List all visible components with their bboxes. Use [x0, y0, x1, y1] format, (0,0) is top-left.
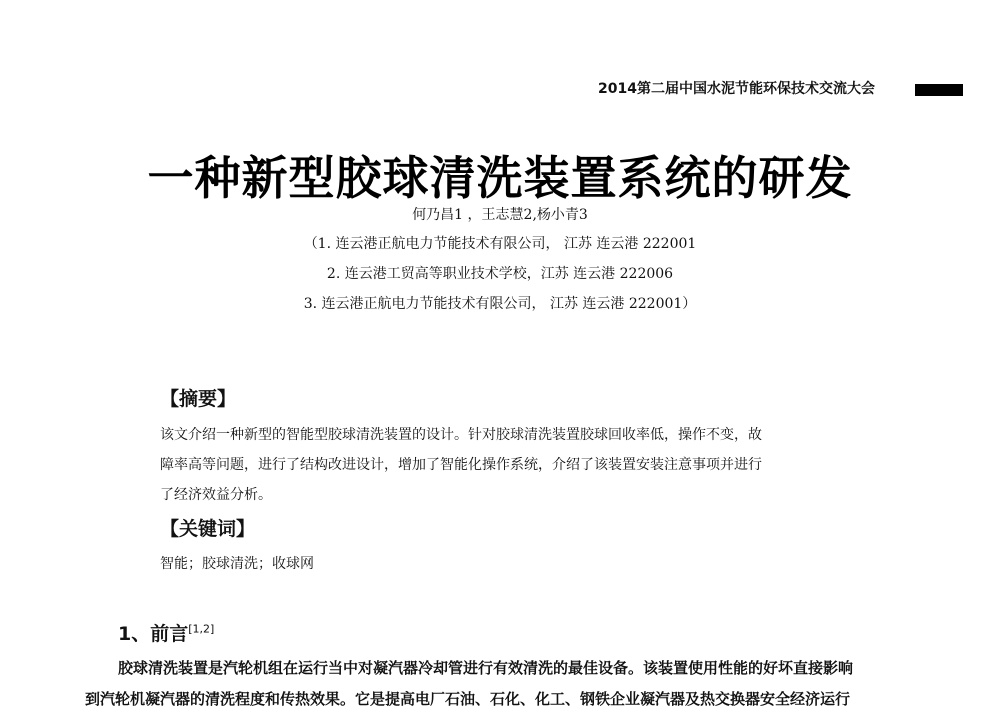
conference-name: 2014第二届中国水泥节能环保技术交流大会: [598, 81, 875, 97]
abstract-heading: 【摘要】: [160, 388, 237, 410]
abstract-line: 该文介绍一种新型的智能型胶球清洗装置的设计。针对胶球清洗装置胶球回收率低，操作不变，故: [160, 427, 762, 443]
paper-title: 一种新型胶球清洗装置系统的研发: [147, 151, 853, 205]
affiliation-3: 3. 连云港正航电力节能技术有限公司， 江苏 连云港 222001）: [303, 296, 697, 312]
keywords-heading: 【关键词】: [160, 518, 256, 540]
abstract-line: 了经济效益分析。: [160, 487, 272, 503]
section-1-heading: [118, 619, 214, 646]
author-list: 何乃昌1 ，王志慧2,杨小青3: [412, 207, 588, 223]
citation-ref: [1,2]: [188, 622, 215, 636]
section-1-title: 1、前言: [118, 623, 189, 645]
body-text-line: 到汽轮机凝汽器的清洗程度和传热效果。它是提高电厂石油、石化、化工、钢铁企业凝汽器及热交换器安全经济运行: [85, 690, 851, 708]
abstract-line: 障率高等问题，进行了结构改进设计，增加了智能化操作系统，介绍了该装置安装注意事项并进行: [160, 457, 762, 473]
affiliation-2: 2. 连云港工贸高等职业技术学校，江苏 连云港 222006: [326, 266, 674, 282]
keywords-text: 智能；胶球清洗；收球网: [160, 556, 314, 572]
abstract-body: [160, 420, 840, 510]
running-header: [560, 78, 965, 100]
affiliation-1: （1. 连云港正航电力节能技术有限公司， 江苏 连云港 222001: [303, 236, 697, 252]
body-text-line: 胶球清洗装置是汽轮机组在运行当中对凝汽器冷却管进行有效清洗的最佳设备。该装置使用性能的好坏直接影响: [118, 659, 854, 677]
header-bar-decoration: [915, 84, 963, 96]
